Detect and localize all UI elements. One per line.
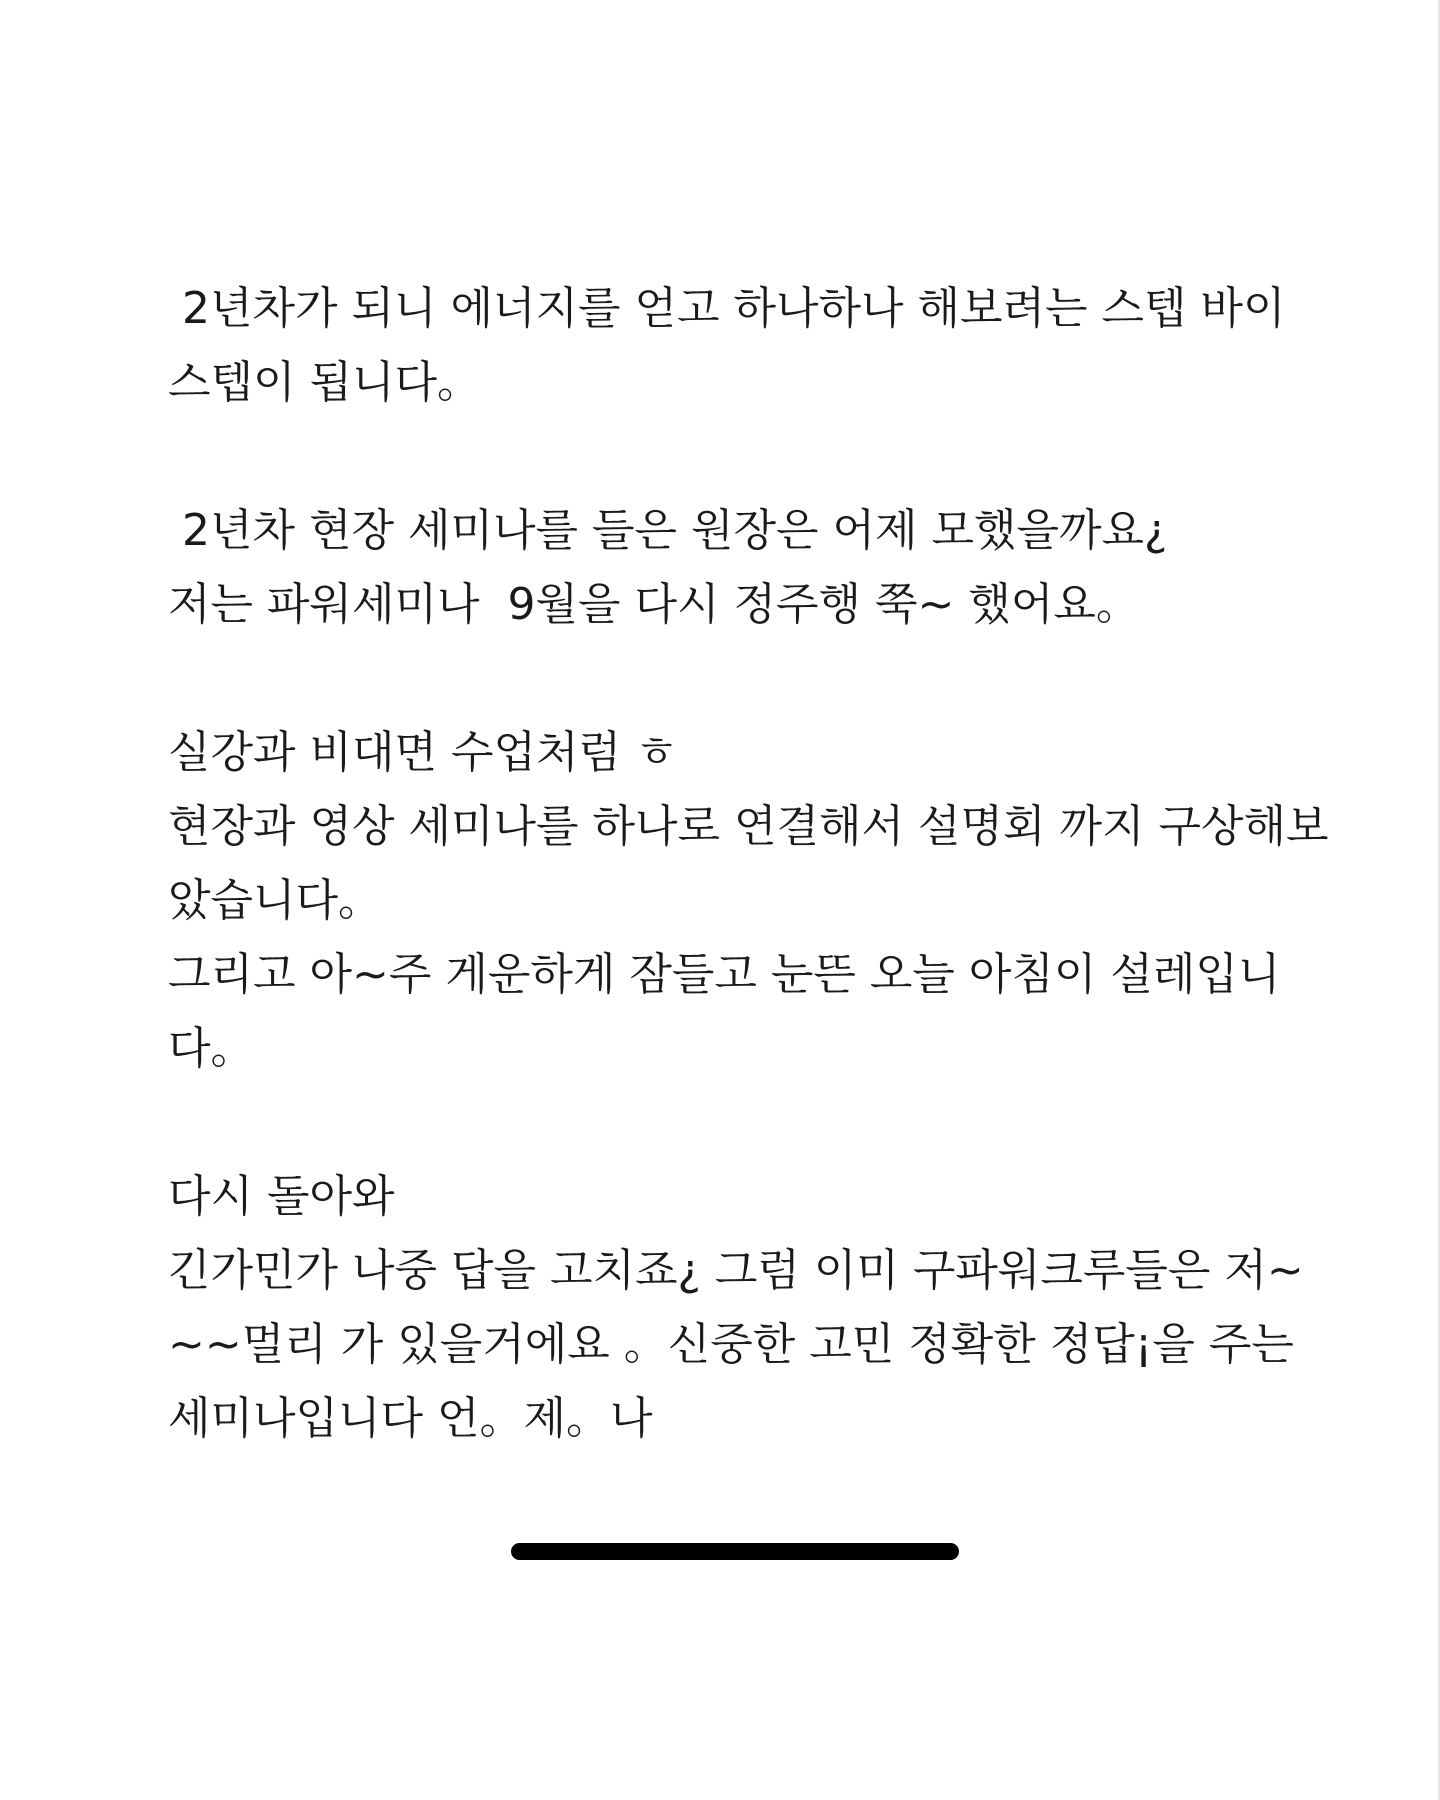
text-line: 스텝이 됩니다。 — [168, 357, 482, 408]
text-line: 세미나입니다 언。제。나 — [168, 1393, 653, 1444]
home-indicator-bar[interactable] — [511, 1543, 959, 1560]
text-line: 저는 파워세미나 9월을 다시 정주행 쭉~ 했어요。 — [168, 579, 1140, 630]
post-body — [168, 272, 1329, 1456]
text-line: 현장과 영상 세미나를 하나로 연결해서 설명회 까지 구상해보 — [168, 801, 1329, 852]
paragraph-2 — [168, 494, 1308, 642]
text-line: 그리고 아~주 게운하게 잠들고 눈뜬 오늘 아침이 설레입니 — [168, 949, 1281, 1000]
text-line: 실강과 비대면 수업처럼 ㅎ — [168, 727, 678, 778]
text-line: 다시 돌아와 — [168, 1171, 395, 1222]
text-line: 2년차가 되니 에너지를 얻고 하나하나 해보려는 스텝 바이 — [168, 283, 1286, 334]
text-line: ~~멀리 가 있을거에요 。신중한 고민 정확한 정답¡을 주는 — [168, 1319, 1294, 1370]
paragraph-spacer — [168, 1086, 1308, 1160]
text-line: 았습니다。 — [168, 875, 383, 926]
paragraph-spacer — [168, 642, 1308, 716]
text-line: 2년차 현장 세미나를 들은 원장은 어제 모했을까요¿ — [168, 505, 1168, 556]
paragraph-spacer — [168, 420, 1308, 494]
text-line: 다。 — [168, 1023, 255, 1074]
paragraph-1 — [168, 272, 1308, 420]
paragraph-3 — [168, 716, 1329, 1086]
text-line: 긴가민가 나중 답을 고치죠¿ 그럼 이미 구파워크루들은 저~ — [168, 1245, 1304, 1296]
paragraph-4 — [168, 1160, 1308, 1456]
